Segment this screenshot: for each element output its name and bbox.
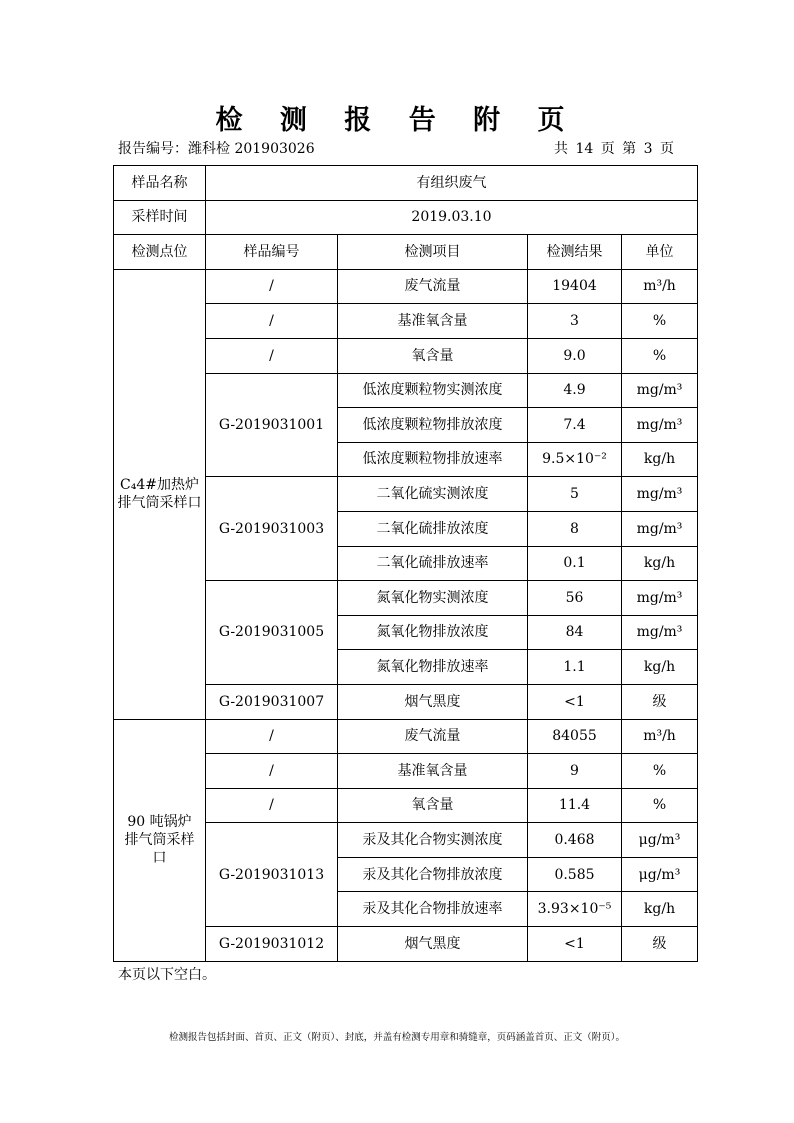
sample-no-cell: G-2019031005: [206, 581, 338, 685]
unit-cell: %: [622, 304, 698, 339]
sample-name-label: 样品名称: [114, 166, 206, 201]
result-cell: 19404: [528, 269, 622, 304]
unit-cell: mg/m³: [622, 477, 698, 512]
page-title: 检 测 报 告 附 页: [215, 105, 579, 136]
result-cell: 0.585: [528, 857, 622, 892]
result-cell: <1: [528, 684, 622, 719]
table-row: [114, 269, 698, 304]
result-cell: 84: [528, 615, 622, 650]
table-row: [114, 719, 698, 754]
sample-no-cell: /: [206, 269, 338, 304]
sampling-time-label: 采样时间: [114, 200, 206, 235]
sample-no-cell: G-2019031003: [206, 477, 338, 581]
sample-no-cell: /: [206, 788, 338, 823]
header-unit: 单位: [622, 235, 698, 270]
location-label: C₄4#加热炉排气筒采样口: [117, 476, 202, 512]
result-cell: 8: [528, 511, 622, 546]
sample-no-cell: /: [206, 754, 338, 789]
item-cell: 汞及其化合物排放浓度: [338, 857, 528, 892]
item-cell: 氮氧化物排放浓度: [338, 615, 528, 650]
unit-cell: mg/m³: [622, 615, 698, 650]
header-sample-no: 样品编号: [206, 235, 338, 270]
header-result: 检测结果: [528, 235, 622, 270]
item-cell: 废气流量: [338, 269, 528, 304]
unit-cell: mg/m³: [622, 373, 698, 408]
page-info: 共 14 页 第 3 页: [554, 141, 674, 157]
sample-name-value: 有组织废气: [206, 166, 698, 201]
sample-no-cell: /: [206, 304, 338, 339]
item-cell: 废气流量: [338, 719, 528, 754]
result-cell: 5: [528, 477, 622, 512]
result-cell: 56: [528, 581, 622, 616]
item-cell: 低浓度颗粒物排放浓度: [338, 408, 528, 443]
item-cell: 氧含量: [338, 338, 528, 373]
unit-cell: %: [622, 754, 698, 789]
report-table: [113, 165, 698, 962]
header-location: 检测点位: [114, 235, 206, 270]
item-cell: 基准氧含量: [338, 304, 528, 339]
unit-cell: kg/h: [622, 442, 698, 477]
sample-no-cell: G-2019031001: [206, 373, 338, 477]
result-cell: 9.5×10⁻²: [528, 442, 622, 477]
result-cell: 3.93×10⁻⁵: [528, 892, 622, 927]
result-cell: 9: [528, 754, 622, 789]
unit-cell: mg/m³: [622, 581, 698, 616]
sample-no-cell: /: [206, 338, 338, 373]
unit-cell: m³/h: [622, 719, 698, 754]
item-cell: 烟气黑度: [338, 927, 528, 962]
unit-cell: kg/h: [622, 892, 698, 927]
item-cell: 汞及其化合物排放速率: [338, 892, 528, 927]
location-cell: [114, 269, 206, 719]
unit-cell: %: [622, 338, 698, 373]
result-cell: 7.4: [528, 408, 622, 443]
sample-no-cell: G-2019031007: [206, 684, 338, 719]
item-cell: 氧含量: [338, 788, 528, 823]
item-cell: 二氧化硫排放浓度: [338, 511, 528, 546]
result-cell: <1: [528, 927, 622, 962]
sample-no-cell: /: [206, 719, 338, 754]
sampling-time-row: [114, 200, 698, 235]
unit-cell: %: [622, 788, 698, 823]
item-cell: 基准氧含量: [338, 754, 528, 789]
unit-cell: μg/m³: [622, 857, 698, 892]
unit-cell: 级: [622, 684, 698, 719]
result-cell: 4.9: [528, 373, 622, 408]
result-cell: 0.1: [528, 546, 622, 581]
unit-cell: m³/h: [622, 269, 698, 304]
result-cell: 11.4: [528, 788, 622, 823]
sample-no-cell: G-2019031012: [206, 927, 338, 962]
header-item: 检测项目: [338, 235, 528, 270]
result-cell: 1.1: [528, 650, 622, 685]
result-cell: 9.0: [528, 338, 622, 373]
sample-no-cell: G-2019031013: [206, 823, 338, 927]
sample-name-row: [114, 166, 698, 201]
result-cell: 0.468: [528, 823, 622, 858]
item-cell: 汞及其化合物实测浓度: [338, 823, 528, 858]
item-cell: 氮氧化物排放速率: [338, 650, 528, 685]
item-cell: 烟气黑度: [338, 684, 528, 719]
sampling-time-value: 2019.03.10: [206, 200, 698, 235]
unit-cell: mg/m³: [622, 408, 698, 443]
item-cell: 低浓度颗粒物实测浓度: [338, 373, 528, 408]
header-row: [114, 235, 698, 270]
item-cell: 氮氧化物实测浓度: [338, 581, 528, 616]
end-note: 本页以下空白。: [118, 967, 216, 983]
unit-cell: 级: [622, 927, 698, 962]
item-cell: 二氧化硫实测浓度: [338, 477, 528, 512]
location-label: 90 吨锅炉排气筒采样口: [124, 813, 195, 867]
item-cell: 二氧化硫排放速率: [338, 546, 528, 581]
location-cell: [114, 719, 206, 961]
unit-cell: μg/m³: [622, 823, 698, 858]
result-cell: 3: [528, 304, 622, 339]
item-cell: 低浓度颗粒物排放速率: [338, 442, 528, 477]
footer-note: 检测报告包括封面、首页、正文（附页）、封底，并盖有检测专用章和骑缝章，页码涵盖首页、正文（附页）。: [168, 1032, 625, 1043]
unit-cell: kg/h: [622, 650, 698, 685]
report-number: 报告编号：潍科检 201903026: [118, 141, 315, 157]
result-cell: 84055: [528, 719, 622, 754]
unit-cell: kg/h: [622, 546, 698, 581]
unit-cell: mg/m³: [622, 511, 698, 546]
